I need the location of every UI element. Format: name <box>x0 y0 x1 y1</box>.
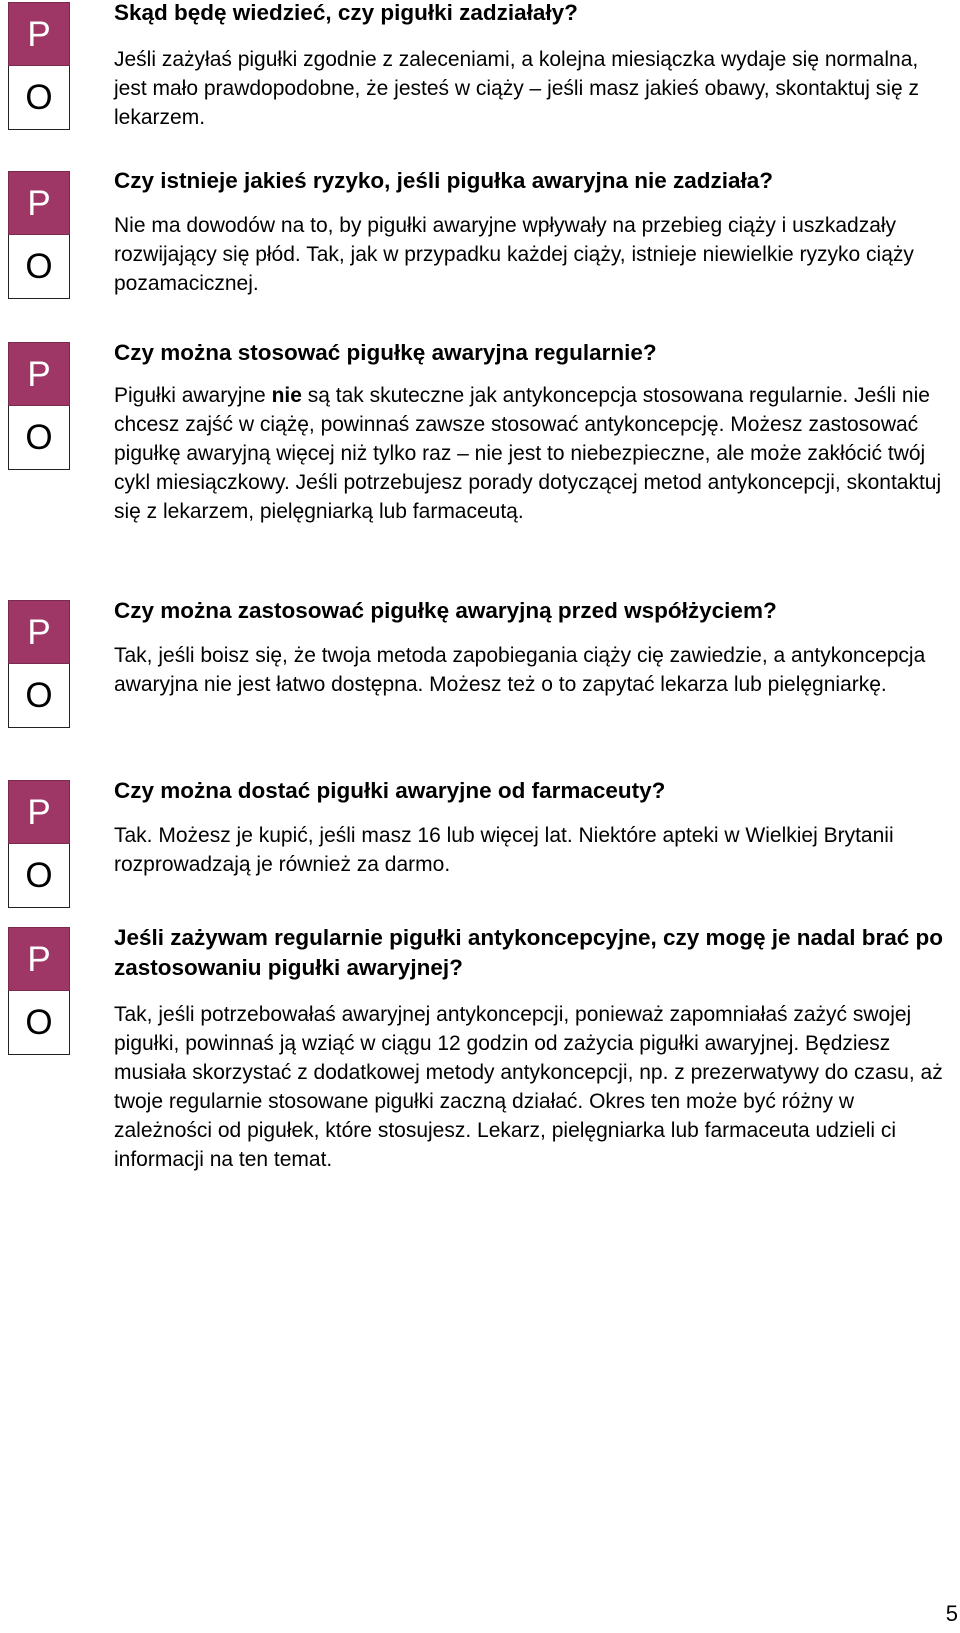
marker-column <box>8 342 70 470</box>
question-marker: P <box>8 927 70 991</box>
answer-marker: O <box>8 235 70 299</box>
question-marker: P <box>8 342 70 406</box>
answer-marker: O <box>8 664 70 728</box>
page-number: 5 <box>945 1601 958 1626</box>
question-heading: Czy można zastosować pigułkę awaryjną przed współżyciem? <box>114 598 777 623</box>
marker-column <box>8 927 70 1055</box>
answer-marker: O <box>8 991 70 1055</box>
answer-text: Tak. Możesz je kupić, jeśli masz 16 lub więcej lat. Niektóre apteki w Wielkiej Brytanii rozprowadzają je również za darmo. <box>114 824 894 876</box>
marker-column <box>8 171 70 299</box>
answer-text-start: Pigułki awaryjne <box>114 384 272 407</box>
marker-column <box>8 2 70 130</box>
answer-marker: O <box>8 406 70 470</box>
qa-text <box>114 338 954 526</box>
answer-text: Tak, jeśli potrzebowałaś awaryjnej antykoncepcji, ponieważ zapomniałaś zażyć swojej pigułki, powinnaś ją wziąć w ciągu 12 godzin od zażycia pigułki awaryjnej. Będziesz musiała skorzystać z dodatkowej metody antykoncepcji, np. z prezerwatywy do czasu, aż twoje regularnie stosowane pigułki zaczną działać. Okres ten może być różny w zależności od pigułek, które stosujesz. Lekarz, pielęgniarka lub farmaceuta udzieli ci informacji na ten temat. <box>114 1003 943 1171</box>
answer-text-emphasis: nie <box>271 384 302 407</box>
question-heading: Czy istnieje jakieś ryzyko, jeśli pigułka awaryjna nie zadziała? <box>114 168 774 193</box>
qa-text <box>114 166 954 298</box>
marker-column <box>8 780 70 908</box>
question-marker: P <box>8 2 70 66</box>
question-heading: Czy można stosować pigułkę awaryjna regularnie? <box>114 340 657 365</box>
qa-text <box>114 0 954 132</box>
qa-text <box>114 776 954 879</box>
answer-text: Tak, jeśli boisz się, że twoja metoda zapobiegania ciąży cię zawiedzie, a antykoncepcja awaryjna nie jest łatwo dostępna. Możesz też o to zapytać lekarza lub pielęgniarkę. <box>114 644 926 696</box>
qa-text <box>114 596 954 699</box>
qa-text <box>114 923 954 1174</box>
question-heading: Jeśli zażywam regularnie pigułki antykoncepcyjne, czy mogę je nadal brać po zastosowaniu pigułki awaryjnej? <box>114 925 944 980</box>
answer-text-rest: są tak skuteczne jak antykoncepcja stosowana regularnie. Jeśli nie chcesz zajść w ciążę, powinnaś zawsze stosować antykoncepcję. Możesz zastosować pigułkę awaryjną więcej niż tylko raz – nie jest to niebezpieczne, ale może zakłócić twój cykl miesiączkowy. Jeśli potrzebujesz porady dotyczącej metod antykoncepcji, skontaktuj się z lekarzem, pielęgniarką lub farmaceutą. <box>114 384 942 523</box>
answer-marker: O <box>8 844 70 908</box>
question-heading: Czy można dostać pigułki awaryjne od farmaceuty? <box>114 778 666 803</box>
answer-text <box>114 381 954 526</box>
question-marker: P <box>8 600 70 664</box>
answer-text: Nie ma dowodów na to, by pigułki awaryjne wpływały na przebieg ciąży i uszkadzały rozwijający się płód. Tak, jak w przypadku każdej ciąży, istnieje niewielkie ryzyko ciąży pozamacicznej. <box>114 214 914 295</box>
answer-marker: O <box>8 66 70 130</box>
question-marker: P <box>8 171 70 235</box>
question-marker: P <box>8 780 70 844</box>
answer-text: Jeśli zażyłaś pigułki zgodnie z zaleceniami, a kolejna miesiączka wydaje się normalna, jest mało prawdopodobne, że jesteś w ciąży – jeśli masz jakieś obawy, skontaktuj się z lekarzem. <box>114 48 919 129</box>
question-heading: Skąd będę wiedzieć, czy pigułki zadziałały? <box>114 0 578 25</box>
marker-column <box>8 600 70 728</box>
